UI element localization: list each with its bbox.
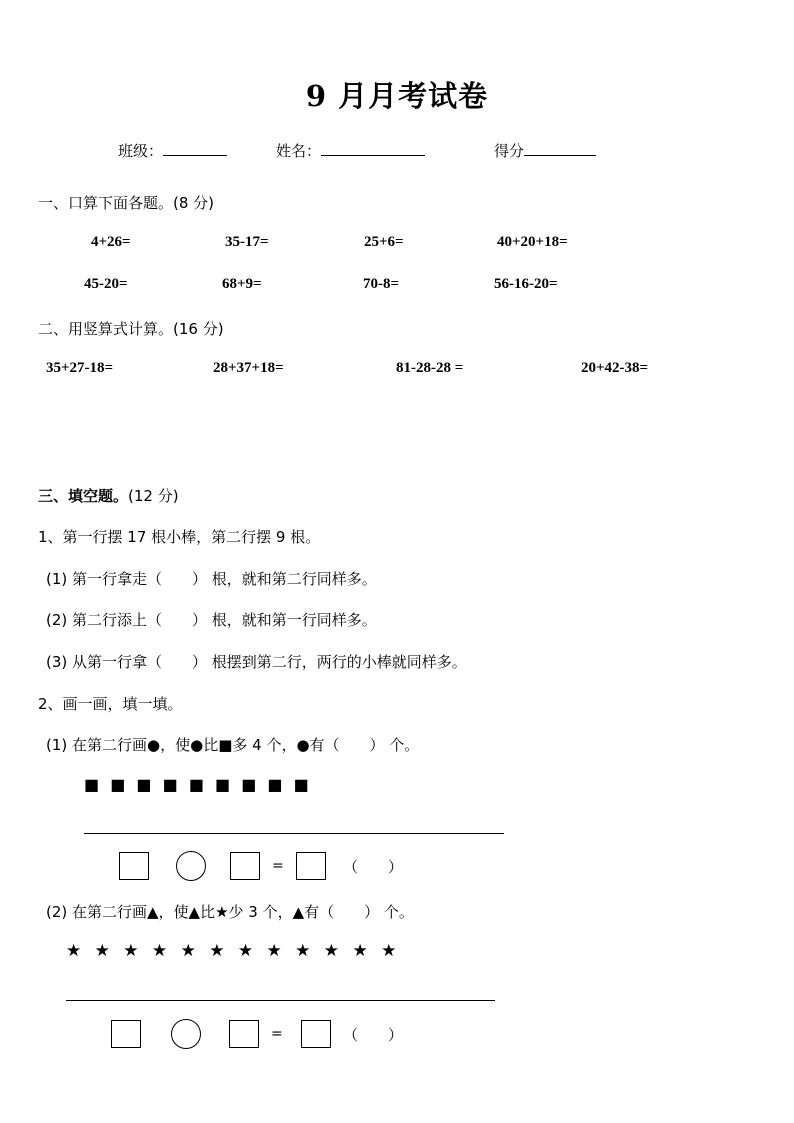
- vertical-calc-item: 20+42-38=: [581, 360, 649, 376]
- squares-row: ■ ■ ■ ■ ■ ■ ■ ■ ■: [84, 775, 312, 794]
- answer-box[interactable]: [296, 852, 326, 880]
- class-blank[interactable]: [163, 141, 227, 156]
- page-title: 9 月月考试卷: [305, 79, 489, 113]
- name-label: 姓名：: [276, 142, 322, 160]
- answer-parentheses[interactable]: （ ）: [343, 858, 404, 876]
- section3-heading-main: 三、填空题。: [38, 487, 129, 505]
- question-1-1: (1) 第一行拿走（ ） 根，就和第二行同样多。: [46, 570, 377, 588]
- question-2: 2、画一画，填一填。: [38, 695, 183, 713]
- score-field: [494, 140, 596, 161]
- vertical-calc-item: 81-28-28 =: [396, 360, 464, 376]
- mental-math-item: 45-20=: [84, 276, 128, 292]
- score-label: 得分: [494, 142, 525, 160]
- mental-math-item: 35-17=: [225, 234, 269, 250]
- question-2-2: (2) 在第二行画▲，使▲比★少 3 个，▲有（ ） 个。: [46, 903, 414, 921]
- circle-box[interactable]: [171, 1019, 201, 1049]
- section3-heading: [38, 485, 179, 506]
- question-2-1: (1) 在第二行画●，使●比■多 4 个，●有（ ） 个。: [46, 736, 420, 754]
- mental-math-item: 68+9=: [222, 276, 262, 292]
- question-1: 1、第一行摆 17 根小棒，第二行摆 9 根。: [38, 528, 321, 546]
- section1-heading: 一、口算下面各题。(8 分): [38, 194, 215, 212]
- name-blank[interactable]: [321, 141, 425, 156]
- question-1-2: (2) 第二行添上（ ） 根，就和第一行同样多。: [46, 611, 377, 629]
- answer-box[interactable]: [230, 852, 260, 880]
- name-field: [276, 140, 425, 161]
- class-label: 班级：: [118, 142, 164, 160]
- answer-box[interactable]: [229, 1020, 259, 1048]
- question-1-3: (3) 从第一行拿（ ） 根摆到第二行，两行的小棒就同样多。: [46, 653, 467, 671]
- mental-math-item: 56-16-20=: [494, 276, 558, 292]
- mental-math-item: 40+20+18=: [497, 234, 568, 250]
- answer-box[interactable]: [119, 852, 149, 880]
- class-field: [118, 140, 227, 161]
- answer-box[interactable]: [301, 1020, 331, 1048]
- section3-heading-score: (12 分): [128, 487, 179, 505]
- circle-box[interactable]: [176, 851, 206, 881]
- vertical-calc-item: 28+37+18=: [213, 360, 284, 376]
- drawing-line-1: [84, 833, 504, 834]
- answer-parentheses[interactable]: （ ）: [343, 1026, 404, 1044]
- stars-row: ★ ★ ★ ★ ★ ★ ★ ★ ★ ★ ★ ★: [66, 941, 401, 961]
- score-blank[interactable]: [524, 141, 596, 156]
- mental-math-item: 25+6=: [364, 234, 404, 250]
- drawing-line-2: [66, 1000, 495, 1001]
- vertical-calc-item: 35+27-18=: [46, 360, 114, 376]
- answer-box[interactable]: [111, 1020, 141, 1048]
- mental-math-item: 70-8=: [363, 276, 400, 292]
- equals-sign: =: [272, 858, 284, 874]
- equals-sign: =: [271, 1026, 283, 1042]
- mental-math-item: 4+26=: [91, 234, 131, 250]
- section2-heading: 二、用竖算式计算。(16 分): [38, 320, 224, 338]
